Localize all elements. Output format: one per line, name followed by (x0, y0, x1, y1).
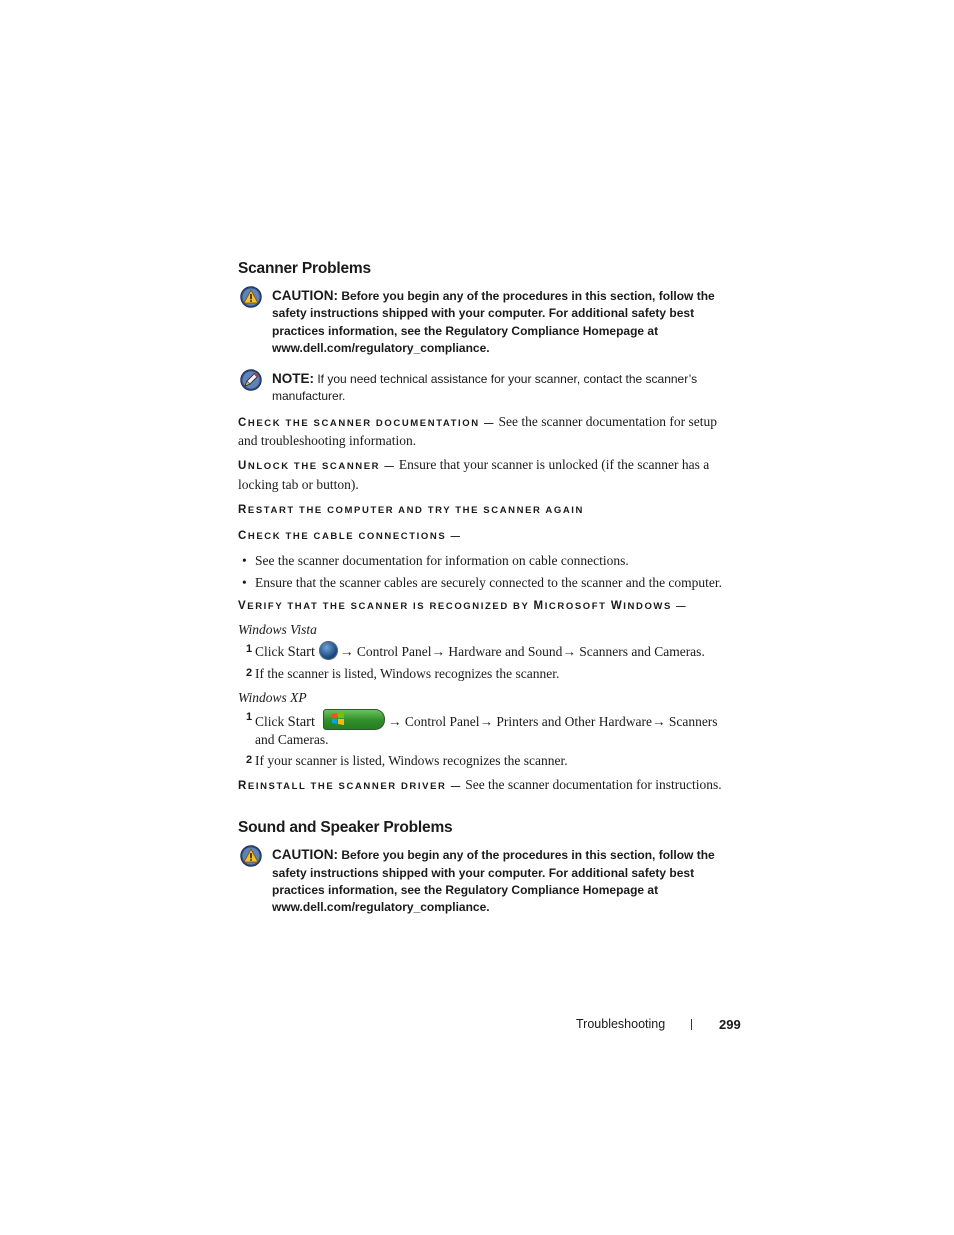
reinstall-driver-text: See the scanner documentation for instructions. (465, 776, 722, 792)
windows-xp-start-icon[interactable] (323, 709, 385, 730)
vista-step-1: 1 Click Start → Control Panel→ Hardware and Sound→ Scanners and Cameras. (246, 643, 705, 661)
caution-notice (238, 287, 738, 357)
note-text: If you need technical assistance for your scanner, contact the scanner’s manufacturer. (272, 372, 698, 404)
reinstall-driver-heading: REINSTALL THE SCANNER DRIVER — (238, 779, 462, 792)
vista-step-2: 2 If the scanner is listed, Windows recognizes the scanner. (246, 665, 560, 681)
note-icon (240, 369, 262, 391)
check-documentation-text: See the scanner documentation for setup and troubleshooting information. (238, 413, 718, 449)
check-documentation-paragraph (238, 413, 738, 450)
caution-text: Before you begin any of the procedures in this section, follow the safety instructions shipped with your computer. For additional safety best practices information, see the Regulatory Compliance Homepage at www.dell.com/regulatory_compliance. (272, 848, 715, 915)
list-item: • See the scanner documentation for information on cable connections. (242, 552, 629, 568)
caution-label: CAUTION: (272, 847, 338, 863)
cable-heading-paragraph (238, 526, 738, 545)
page-content (238, 258, 738, 916)
section-title-sound: Sound and Speaker Problems (238, 819, 453, 837)
windows-xp-label: Windows XP (238, 690, 307, 706)
caution-icon (240, 286, 262, 308)
unlock-scanner-heading: UNLOCK THE SCANNER — (238, 460, 396, 473)
page-number: 299 (719, 1017, 741, 1032)
verify-heading: VERIFY THAT THE SCANNER IS RECOGNIZED BY MICROSOFT WINDOWS — (238, 600, 688, 613)
cable-heading: CHECK THE CABLE CONNECTIONS — (238, 530, 462, 543)
xp-step-2: 2 If your scanner is listed, Windows recognizes the scanner. (246, 752, 568, 768)
reinstall-driver-paragraph (238, 776, 738, 795)
restart-heading: RESTART THE COMPUTER AND TRY THE SCANNER AGAIN (238, 503, 584, 516)
caution-label: CAUTION: (272, 288, 338, 303)
caution-text: Before you begin any of the procedures in this section, follow the safety instructions shipped with your computer. For additional safety best practices information, see the Regulatory Compliance Homepage at www.dell.com/regulatory_compliance. (272, 289, 715, 355)
windows-vista-start-icon[interactable] (319, 641, 338, 660)
verify-heading-paragraph (238, 596, 738, 615)
page-footer (576, 1015, 746, 1035)
list-item: • Ensure that the scanner cables are securely connected to the scanner and the computer. (242, 574, 723, 590)
sound-caution-notice (238, 846, 738, 916)
xp-step-1: 1 Click Start → Control Panel→ Printers and Other Hardware→ Scanners and Cameras. (246, 711, 718, 748)
restart-heading-paragraph (238, 500, 738, 519)
start-label: Start (287, 644, 316, 661)
start-label: Start (287, 714, 316, 731)
cable-bullet-list (238, 552, 738, 592)
xp-path: → Control Panel→ Printers and Other Hardware→ Scanners and Cameras (255, 714, 718, 748)
unlock-scanner-paragraph (238, 456, 738, 493)
footer-divider (691, 1019, 692, 1030)
caution-icon (240, 845, 262, 867)
vista-path: → Control Panel→ Hardware and Sound→ Scanners and Cameras (340, 644, 702, 660)
note-notice (238, 370, 738, 406)
note-label: NOTE: (272, 371, 314, 387)
check-documentation-heading: CHECK THE SCANNER DOCUMENTATION — (238, 416, 496, 429)
section-title-scanner: Scanner Problems (238, 260, 371, 277)
footer-section-name: Troubleshooting (576, 1017, 666, 1031)
windows-vista-label: Windows Vista (238, 622, 317, 638)
unlock-scanner-text: Ensure that your scanner is unlocked (if the scanner has a locking tab or button). (238, 457, 710, 492)
